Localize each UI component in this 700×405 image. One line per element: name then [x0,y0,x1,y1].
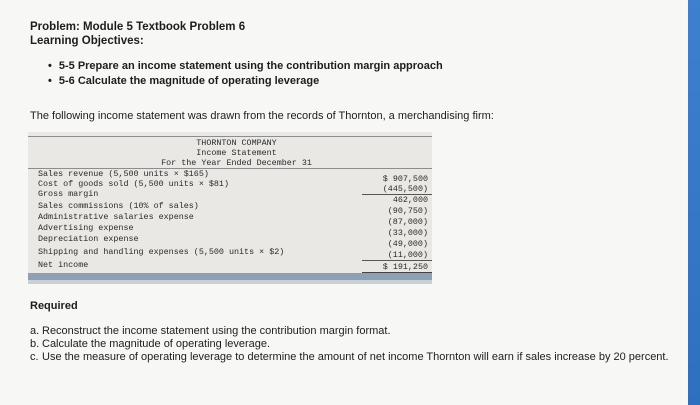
required-key: c. [30,351,39,363]
statement-shadow [28,280,432,284]
objectives-list [48,60,443,90]
line-amount: (87,000) [387,217,428,227]
line-amount: (11,000) [362,250,432,261]
line-label: Sales commissions (10% of sales) [38,201,199,211]
line-label: Net income [38,260,89,270]
line-amount: (33,000) [387,228,428,238]
objective-item: • 5-6 Calculate the magnitude of operating leverage [48,75,443,88]
statement-footer-bar [28,273,432,280]
line-amount: (90,750) [387,206,428,216]
required-text: Use the measure of operating leverage to determine the amount of net income Thornton will earn if sales increase by 20 percent. [42,351,669,363]
company-name: THORNTON COMPANY [196,138,277,148]
line-amount: $ 907,500 [382,174,428,184]
window-edge [688,0,700,405]
objective-item: • 5-5 Prepare an income statement using the contribution margin approach [48,60,443,73]
income-statement [28,132,432,280]
statement-name: Income Statement [196,148,277,158]
line-amount: (445,500) [362,184,432,195]
required-item [30,351,670,364]
required-item [30,325,670,338]
header-rule [28,136,432,137]
intro-text: The following income statement was drawn from the records of Thornton, a merchandising firm: [30,110,494,122]
statement-period: For the Year Ended December 31 [161,158,312,168]
line-label: Advertising expense [38,223,134,233]
line-amount: 462,000 [392,195,428,205]
required-list [30,325,670,364]
net-income-amount: $ 191,250 [362,262,432,275]
line-label: Cost of goods sold (5,500 units × $81) [38,179,229,189]
required-text: Reconstruct the income statement using the contribution margin format. [42,325,391,337]
required-key: a. [30,325,40,337]
line-label: Administrative salaries expense [38,212,194,222]
required-key: b. [30,338,40,350]
line-label: Gross margin [38,189,99,199]
line-label: Depreciation expense [38,234,139,244]
problem-title: Problem: Module 5 Textbook Problem 6 [30,21,246,33]
objectives-heading: Learning Objectives: [30,35,144,47]
line-label: Shipping and handling expenses (5,500 units × $2) [38,247,285,257]
line-amount: (49,000) [387,239,428,249]
required-item [30,338,670,351]
line-label: Sales revenue (5,500 units × $165) [38,169,209,179]
required-text: Calculate the magnitude of operating leverage. [42,338,271,350]
required-heading: Required [30,300,78,312]
